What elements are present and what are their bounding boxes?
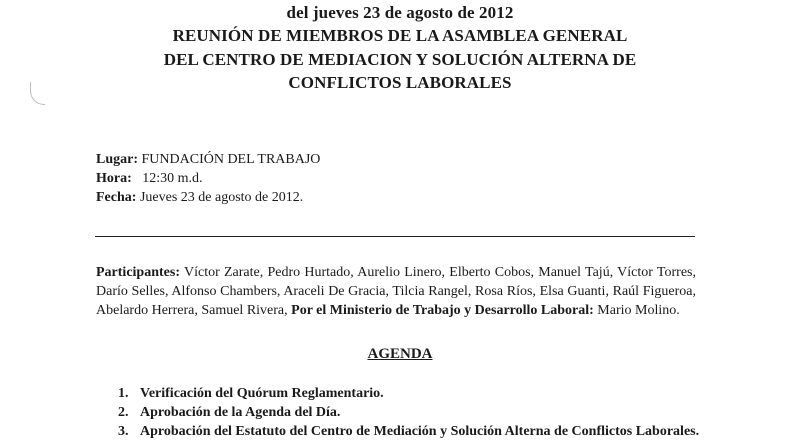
fecha-value: Jueves 23 de agosto de 2012. [139, 190, 304, 205]
lugar-label: Lugar: [96, 152, 138, 167]
agenda-item-number: 1. [118, 386, 129, 401]
meta-hora [96, 171, 203, 187]
agenda-item-text: Aprobación de la Agenda del Día. [140, 405, 341, 420]
meta-lugar [96, 152, 320, 168]
header-date-line: del jueves 23 de agosto de 2012 [286, 3, 514, 22]
agenda-item [118, 403, 718, 422]
agenda-list [118, 384, 718, 441]
header-title-line-1: REUNIÓN DE MIEMBROS DE LA ASAMBLEA GENERAL [172, 26, 628, 45]
participants-names: Víctor Zarate, Pedro Hurtado, Aurelio Linero, Elberto Cobos, Manuel Tajú, Víctor Torres, Darío Selles, Alfonso Chambers, Araceli De Gracia, Tilcia Rangel, Rosa Ríos, Elsa Guanti, Raúl Figueroa, Abelardo Herrera, Samuel Rivera, [96, 265, 696, 318]
agenda-item-text: Aprobación del Estatuto del Centro de Mediación y Solución Alterna de Conflictos Laborales. [140, 424, 700, 439]
agenda-item [118, 384, 718, 403]
horizontal-divider [95, 236, 695, 237]
ministry-label: Por el Ministerio de Trabajo y Desarrollo Laboral: [291, 303, 594, 318]
agenda-title: AGENDA [367, 346, 433, 362]
hora-label: Hora: [96, 171, 132, 186]
agenda-item [118, 422, 718, 441]
fecha-label: Fecha: [96, 190, 137, 205]
scan-artifact-mark [30, 82, 45, 105]
participants-paragraph [96, 263, 696, 320]
ministry-name: Mario Molino. [597, 303, 680, 318]
lugar-value: FUNDACIÓN DEL TRABAJO [141, 152, 321, 167]
hora-value: 12:30 m.d. [142, 171, 203, 186]
agenda-item-number: 2. [118, 405, 129, 420]
header-title-line-2: DEL CENTRO DE MEDIACION Y SOLUCIÓN ALTERNA DE [163, 50, 637, 69]
agenda-item-number: 3. [118, 424, 129, 439]
agenda-item-text: Verificación del Quórum Reglamentario. [140, 386, 384, 401]
meta-fecha [96, 190, 303, 206]
header-title-line-3: CONFLICTOS LABORALES [288, 73, 512, 92]
participants-label: Participantes: [96, 265, 180, 280]
